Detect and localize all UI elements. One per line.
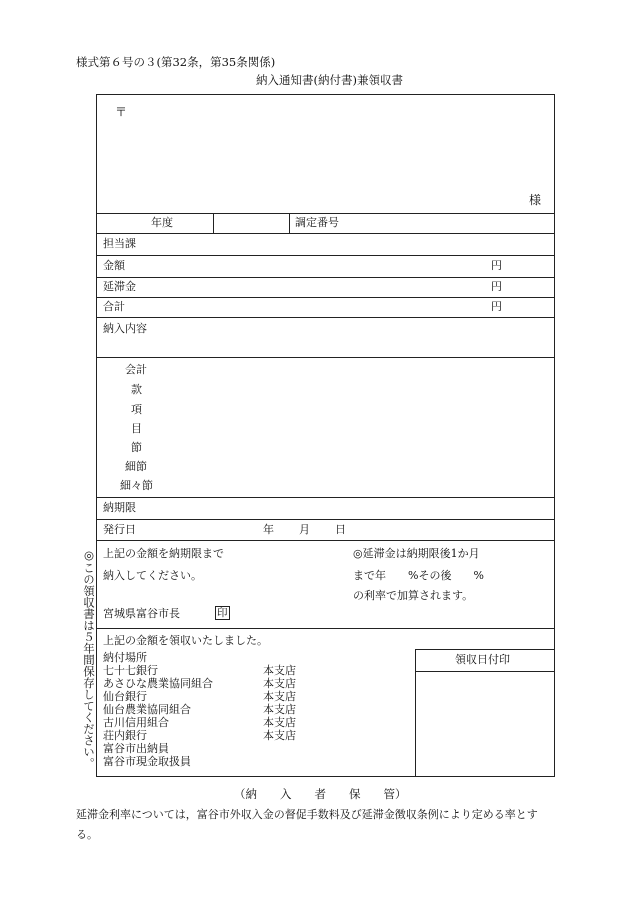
deadline-label: 納期限 — [103, 501, 136, 514]
form-title: 納入通知書(納付書)兼領収書 — [256, 73, 403, 87]
bank-name: 仙台農業協同組合 — [103, 703, 191, 716]
notice-form — [96, 94, 555, 777]
payment-place-label: 納付場所 — [103, 651, 147, 664]
bank-name: 七十七銀行 — [103, 664, 158, 677]
issue-day: 日 — [335, 523, 346, 536]
bank-name: 富谷市出納員 — [103, 742, 169, 755]
bank-name: 古川信用組合 — [103, 716, 169, 729]
issue-year: 年 — [263, 523, 274, 536]
amount-yen: 円 — [491, 259, 502, 272]
branch-label: 本支店 — [263, 690, 296, 703]
late-fee-note-2: まで年 %その後 % — [353, 569, 484, 582]
content-label: 納入内容 — [103, 322, 147, 335]
late-fee-label: 延滞金 — [103, 280, 136, 293]
account-item: 細節 — [125, 460, 147, 473]
mayor-name: 宮城県富谷市長 — [103, 607, 180, 620]
branch-label: 本支店 — [263, 677, 296, 690]
assessment-number-label: 調定番号 — [295, 216, 339, 229]
department-label: 担当課 — [103, 237, 136, 250]
late-fee-yen: 円 — [491, 280, 502, 293]
form-number: 様式第６号の３(第32条，第35条関係) — [76, 55, 276, 69]
amount-label: 金額 — [103, 259, 125, 272]
notice-line-2: 納入してください。 — [103, 569, 202, 582]
bank-name: 富谷市現金取扱員 — [103, 755, 191, 768]
bank-name: あさひな農業協同組合 — [103, 677, 213, 690]
fiscal-year-label: 年度 — [151, 216, 173, 229]
total-label: 合計 — [103, 300, 125, 313]
late-fee-note-1: ◎延滞金は納期限後1か月 — [353, 547, 480, 560]
bank-name: 仙台銀行 — [103, 690, 147, 703]
issue-month: 月 — [299, 523, 310, 536]
late-fee-note-3: の利率で加算されます。 — [353, 589, 474, 602]
branch-label: 本支店 — [263, 716, 296, 729]
account-item: 款 — [131, 383, 142, 396]
branch-label: 本支店 — [263, 664, 296, 677]
keeper-note: （納 入 者 保 管） — [234, 787, 407, 801]
account-item: 節 — [131, 441, 142, 454]
honorific: 様 — [529, 193, 542, 207]
issue-date-label: 発行日 — [103, 523, 136, 536]
account-item: 目 — [131, 422, 142, 435]
footer-line-2: る。 — [76, 828, 98, 841]
postal-mark: 〒 — [115, 105, 128, 119]
branch-label: 本支店 — [263, 703, 296, 716]
account-item: 項 — [131, 403, 142, 416]
notice-line-1: 上記の金額を納期限まで — [103, 547, 224, 560]
received-text: 上記の金額を領収いたしました。 — [103, 634, 268, 647]
bank-name: 荘内銀行 — [103, 729, 147, 742]
mayor-seal: 印 — [217, 607, 228, 619]
footer-line-1: 延滞金利率については，富谷市外収入金の督促手数料及び延滞金徴収条例により定める率とす — [76, 808, 538, 821]
retention-note: ◎この領収書は５年間保存してください。 — [82, 548, 96, 769]
account-item: 会計 — [125, 363, 147, 376]
account-item: 細々節 — [120, 479, 153, 492]
receipt-date-stamp-label: 領収日付印 — [455, 653, 510, 666]
total-yen: 円 — [491, 300, 502, 313]
branch-label: 本支店 — [263, 729, 296, 742]
